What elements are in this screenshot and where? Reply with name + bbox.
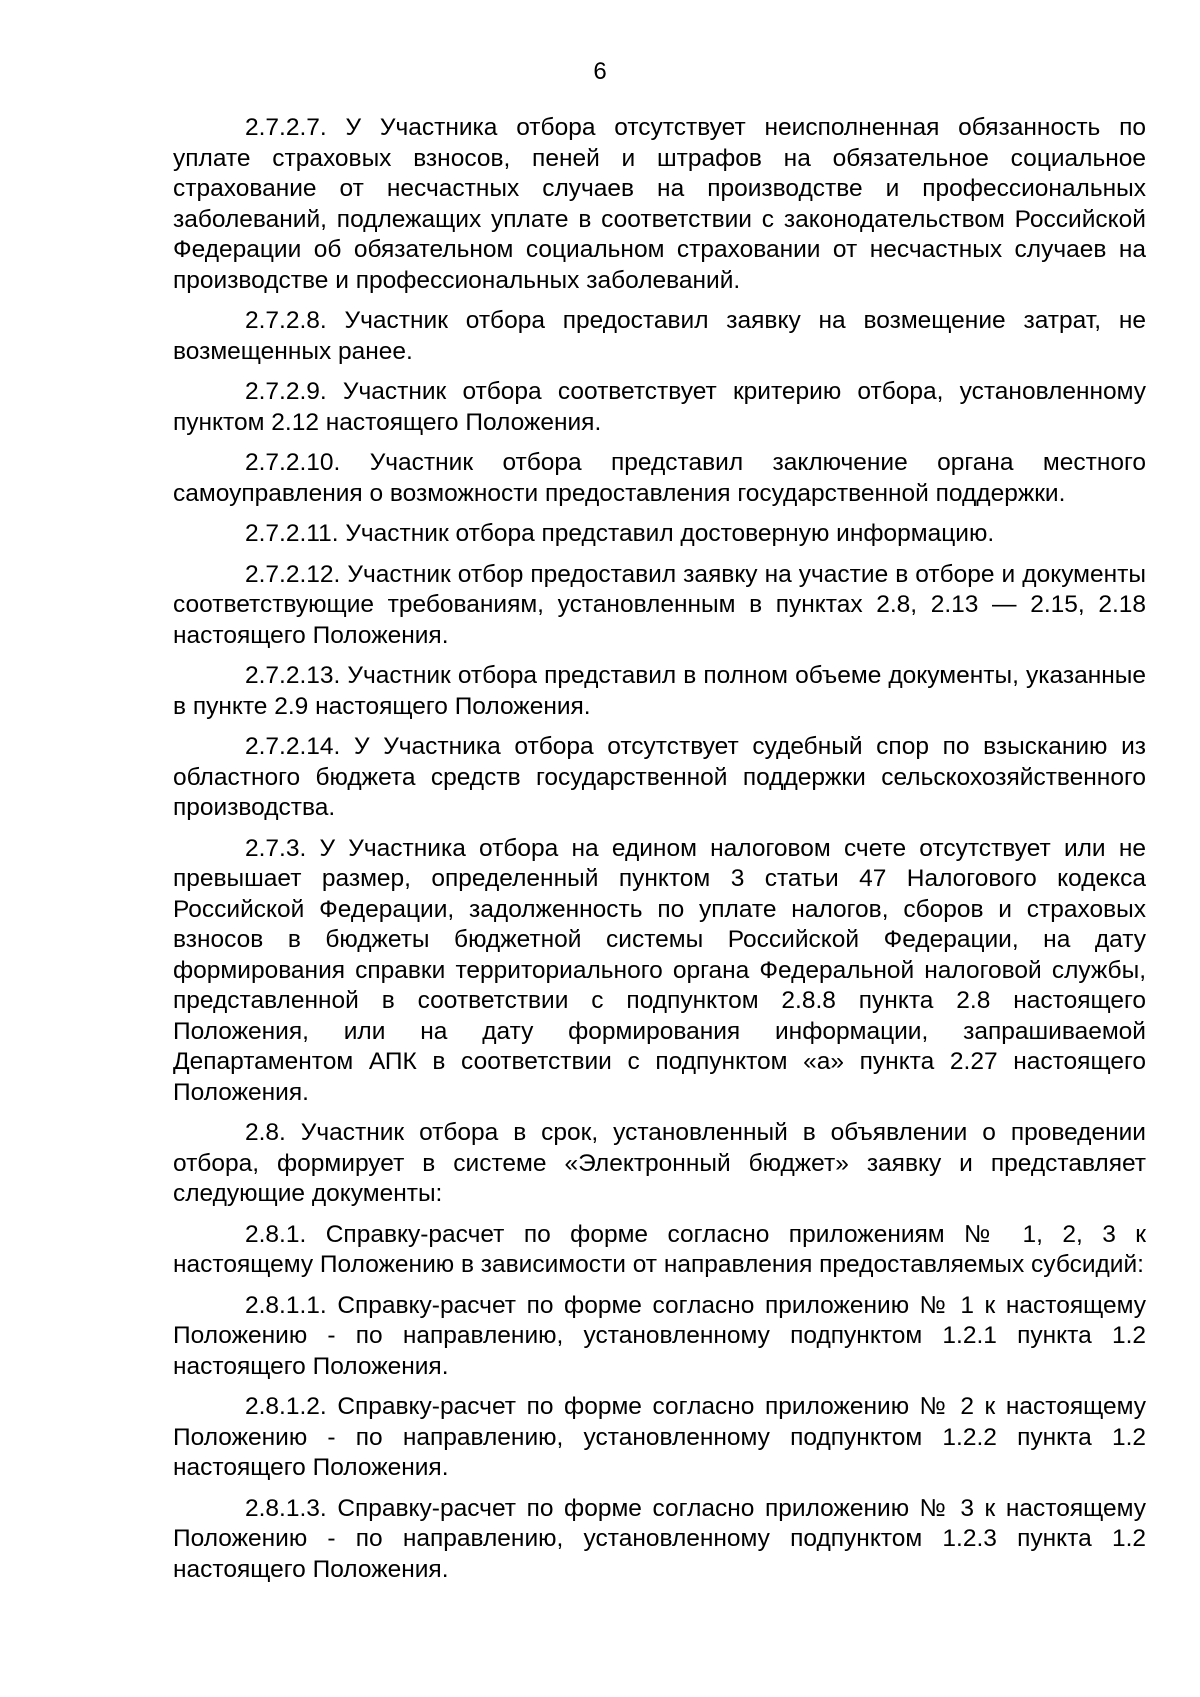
paragraph-2-7-2-11: 2.7.2.11. Участник отбора представил достоверную информацию. — [245, 520, 995, 547]
paragraph-2-8-1: 2.8.1. Справку-расчет по форме согласно приложениям № 1, 2, 3 к настоящему Положению в зависимости от направления предоставляемых субсидий: — [173, 1220, 1146, 1278]
paragraph-2-8: 2.8. Участник отбора в срок, установленный в объявлении о проведении отбора, формирует в системе «Электронный бюджет» заявку и представляет следующие документы: — [173, 1119, 1146, 1207]
paragraph-2-7-2-12: 2.7.2.12. Участник отбор предоставил заявку на участие в отборе и документы соответствующие требованиям, установленным в пунктах 2.8, 2.13 — 2.15, 2.18 настоящего Положения. — [173, 560, 1146, 649]
page-number: 6 — [593, 58, 607, 85]
paragraph-2-7-2-10: 2.7.2.10. Участник отбора представил заключение органа местного самоуправления о возможности предоставления государственной поддержки. — [173, 449, 1146, 507]
paragraph-2-7-2-13: 2.7.2.13. Участник отбора представил в полном объеме документы, указанные в пункте 2.9 настоящего Положения. — [173, 662, 1146, 720]
paragraph-2-7-2-14: 2.7.2.14. У Участника отбора отсутствует судебный спор по взысканию из областного бюджета средств государственной поддержки сельскохозяйственного производства. — [173, 733, 1146, 821]
document-body — [173, 113, 1146, 1595]
paragraph-2-8-1-3: 2.8.1.3. Справку-расчет по форме согласно приложению № 3 к настоящему Положению - по направлению, установленному подпунктом 1.2.3 пункта 1.2 настоящего Положения. — [173, 1494, 1146, 1583]
paragraph-2-8-1-1: 2.8.1.1. Справку-расчет по форме согласно приложению № 1 к настоящему Положению - по направлению, установленному подпунктом 1.2.1 пункта 1.2 настоящего Положения. — [173, 1291, 1146, 1380]
paragraph-2-7-3: 2.7.3. У Участника отбора на едином налоговом счете отсутствует или не превышает размер, определенный пунктом 3 статьи 47 Налогового кодекса Российской Федерации, задолженность по уплате налогов, сборов и страховых взносов в бюджеты бюджетной системы Российской Федерации, на дату формирования справки территориального органа Федеральной налоговой службы, представленной в соответствии с подпунктом 2.8.8 пункта 2.8 настоящего Положения, или на дату формирования информации, запрашиваемой Департаментом АПК в соответствии с подпунктом «а» пункта 2.27 настоящего Положения. — [173, 834, 1146, 1106]
paragraph-2-7-2-7: 2.7.2.7. У Участника отбора отсутствует неисполненная обязанность по уплате страховых взносов, пеней и штрафов на обязательное социальное страхование от несчастных случаев на производстве и профессиональных заболеваний, подлежащих уплате в соответствии с законодательством Российской Федерации об обязательном социальном страховании от несчастных случаев на производстве и профессиональных заболеваний. — [173, 114, 1146, 294]
paragraph-2-7-2-9: 2.7.2.9. Участник отбора соответствует критерию отбора, установленному пунктом 2.12 настоящего Положения. — [173, 378, 1146, 436]
paragraph-2-7-2-8: 2.7.2.8. Участник отбора предоставил заявку на возмещение затрат, не возмещенных ранее. — [173, 307, 1146, 365]
paragraph-2-8-1-2: 2.8.1.2. Справку-расчет по форме согласно приложению № 2 к настоящему Положению - по направлению, установленному подпунктом 1.2.2 пункта 1.2 настоящего Положения. — [173, 1393, 1146, 1481]
